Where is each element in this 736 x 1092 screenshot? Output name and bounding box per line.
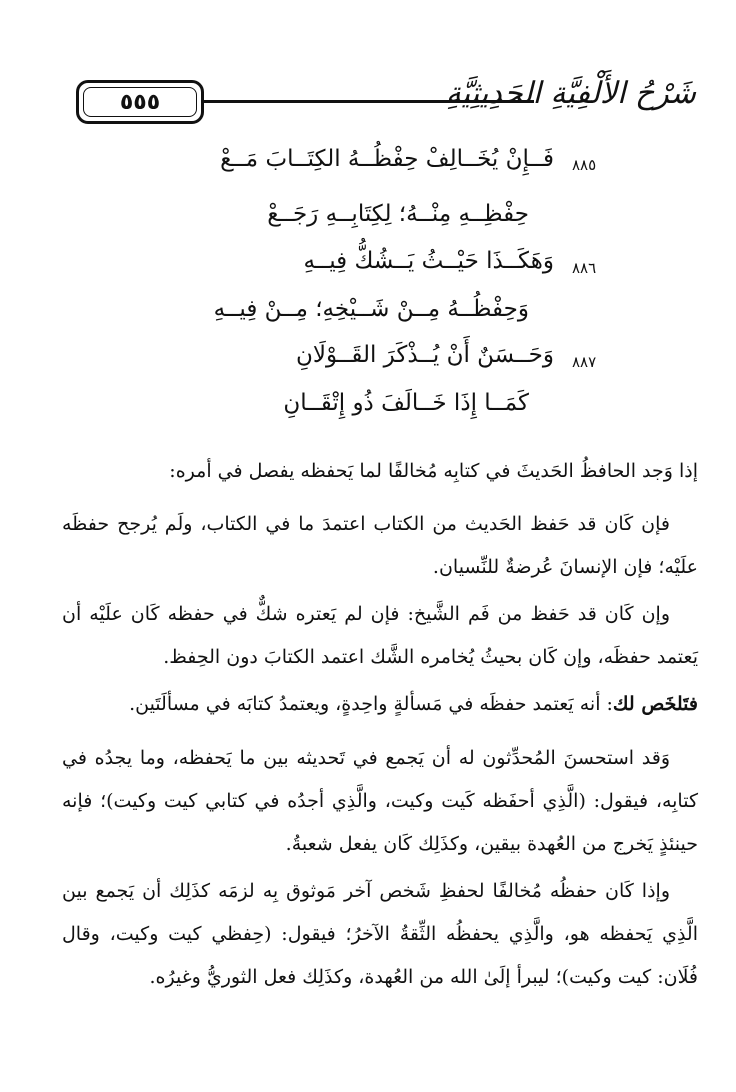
paragraph-text: وإذا كَان حفظُه مُخالفًا لحفظِ شَخص آخر مَوثوق بِه لزمَه كذَلِك أن يَجمع بين الَّذِي يَحفظه هو، والَّذِي يحفظُه الثِّقةُ الآخرُ؛ فيقول: (حِفظي كيت وكيت، وقال فُلَان: كيت وكيت)؛ ليبرأ إلَىٰ الله من العُهدة، وكذَلِك فعل الثوريُّ وغيرُه. xyxy=(62,880,698,988)
paragraph xyxy=(62,450,698,493)
paragraph-text: وإن كَان قد حَفظ من فَم الشَّيخ: فإن لم يَعتره شكٌّ في حفظه كَان علَيْه أن يَعتمد حفظَه، وإن كَان بحيثُ يُخامره الشَّك اعتمد الكتابَ دون الحِفظ. xyxy=(62,603,698,668)
paragraph xyxy=(62,737,698,866)
paragraph xyxy=(62,503,698,589)
verse-first-hemistich: وَحَــسَنٌ أَنْ يُــذْكَرَ القَــوْلَانِ xyxy=(295,342,554,368)
paragraph-text: وَقد استحسنَ المُحدِّثون له أن يَجمع في تَحديثه بين ما يَحفظه، وما يجدُه في كتابِه، فيقول: (الَّذِي أحفَظه كَيت وكيت، والَّذِي أجدُه في كتابي كيت وكيت)؛ فإنه حينئذٍ يَخرج من العُهدة بيقين، وكذَلِك كَان يفعل شعبةُ. xyxy=(62,747,698,855)
paragraph-text: فإن كَان قد حَفظ الحَديث من الكتاب اعتمدَ ما في الكتاب، ولَم يُرجح حفظَه علَيْه؛ فإن الإنسانَ عُرضةٌ للنِّسيان. xyxy=(62,513,698,578)
verse-number: ٨٨٥ xyxy=(572,156,597,174)
book-title: شَرْحُ الأَلْفِيَّةِ الحَدِيثِيَّةِ xyxy=(445,76,696,111)
verse-second-hemistich: وَحِفْظُــهُ مِــنْ شَــيْخِهِ؛ مِــنْ فِيــهِ xyxy=(213,296,529,322)
verse-first-hemistich: وَهَكَــذَا حَيْــثُ يَــشُكُّ فِيــهِ xyxy=(303,248,554,274)
paragraph-text: : أنه يَعتمد حفظَه في مَسألةٍ واحِدةٍ، ويعتمدُ كتابَه في مسألَتَين. xyxy=(129,693,613,715)
paragraph-bold-lead: فتَلخَص لك xyxy=(612,693,698,715)
paragraph-text: إذا وَجد الحافظُ الحَديثَ في كتابِه مُخالفًا لما يَحفظه يفصل في أمره: xyxy=(169,460,698,482)
verse-number: ٨٨٦ xyxy=(572,259,597,277)
verse-first-hemistich: فَــإِنْ يُخَــالِفْ حِفْظُــهُ الكِتَــابَ مَــعْ xyxy=(220,146,554,172)
page-header xyxy=(76,74,696,132)
page-number-frame xyxy=(76,80,204,124)
paragraph xyxy=(62,593,698,679)
verse-number: ٨٨٧ xyxy=(572,353,597,371)
verse-second-hemistich: حِفْظِــهِ مِنْــهُ؛ لِكِتَابِــهِ رَجَــعْ xyxy=(267,201,529,227)
verse-second-hemistich: كَمَــا إِذَا خَــالَفَ ذُو إِتْقَــانِ xyxy=(283,390,529,416)
paragraph xyxy=(62,870,698,999)
page-number: ٥٥٥ xyxy=(83,87,197,117)
paragraph xyxy=(62,683,698,726)
